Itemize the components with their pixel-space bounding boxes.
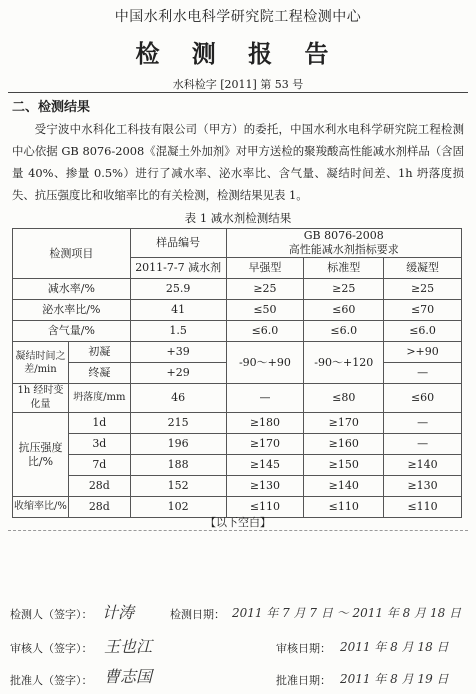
reviewer-label: 审核人（签字）： <box>10 642 93 655</box>
cell: ≥170 <box>226 434 304 455</box>
approver-label: 批准人（签字）： <box>10 674 93 687</box>
table-caption: 表 1 减水剂检测结果 <box>184 211 292 225</box>
cell: 196 <box>130 434 226 455</box>
results-table <box>12 228 462 518</box>
row-sublabel: 初凝 <box>68 342 130 363</box>
table-row <box>13 321 462 342</box>
table-row <box>13 413 462 434</box>
cell: ≥180 <box>226 413 304 434</box>
cell: ≤60 <box>304 300 384 321</box>
header-sample: 样品编号 <box>130 229 226 258</box>
cell: 215 <box>130 413 226 434</box>
blank-note: 【以下空白】 <box>205 516 271 529</box>
cell: 102 <box>130 497 226 518</box>
row-label: 收缩率比/% <box>13 497 69 518</box>
tester-label: 检测人（签字）： <box>10 608 93 621</box>
table-row <box>13 455 462 476</box>
cell: ≥170 <box>304 413 384 434</box>
cell: ≤50 <box>226 300 304 321</box>
report-title: 检 测 报 告 <box>135 39 341 68</box>
cell: +29 <box>130 363 226 384</box>
test-date: 2011 年 7 月 7 日 ～ 2011 年 8 月 18 日 <box>232 606 462 620</box>
reviewer-signature: 王也江 <box>104 637 153 656</box>
approve-date-label: 批准日期： <box>276 674 331 687</box>
header-standard-type: 标准型 <box>304 258 384 279</box>
header-standard <box>226 229 461 258</box>
doc-number: 水科检字 [2011] 第 53 号 <box>172 78 304 91</box>
cell: 25.9 <box>130 279 226 300</box>
cell: ≥25 <box>226 279 304 300</box>
cell: ≤60 <box>384 384 462 413</box>
cell: 41 <box>130 300 226 321</box>
review-date: 2011 年 8 月 18 日 <box>340 640 449 654</box>
cell: 46 <box>130 384 226 413</box>
cell: ≥25 <box>304 279 384 300</box>
header-standard-desc: 高性能减水剂指标要求 <box>288 243 399 256</box>
table-row <box>13 342 462 363</box>
row-sublabel: 7d <box>68 455 130 476</box>
row-label: 泌水率比/% <box>13 300 131 321</box>
test-date-label: 检测日期： <box>170 608 225 621</box>
table-row <box>13 300 462 321</box>
cell: ≤70 <box>384 300 462 321</box>
header-standard-code: GB 8076-2008 <box>303 229 384 242</box>
row-sublabel: 1d <box>68 413 130 434</box>
cell: ≥140 <box>304 476 384 497</box>
cell: ≥150 <box>304 455 384 476</box>
cell: ≤110 <box>384 497 462 518</box>
table-row <box>13 476 462 497</box>
cell: — <box>384 434 462 455</box>
cell: -90～+120 <box>304 342 384 384</box>
cell: ≤6.0 <box>304 321 384 342</box>
cell: — <box>384 363 462 384</box>
row-label: 1h 经时变化量 <box>13 384 69 413</box>
header-divider <box>8 92 468 93</box>
cell: ≥130 <box>384 476 462 497</box>
cell: ≥140 <box>384 455 462 476</box>
cell: ≤6.0 <box>384 321 462 342</box>
table-row <box>13 384 462 413</box>
cell: ≥130 <box>226 476 304 497</box>
section-heading: 二、检测结果 <box>12 100 91 115</box>
cell: ≤80 <box>304 384 384 413</box>
row-sublabel: 28d <box>68 497 130 518</box>
table-row <box>13 279 462 300</box>
cell: ≥145 <box>226 455 304 476</box>
cell: ≤110 <box>304 497 384 518</box>
cell: — <box>226 384 304 413</box>
header-slow: 缓凝型 <box>384 258 462 279</box>
approver-signature: 曹志国 <box>104 667 153 686</box>
cell: >+90 <box>384 342 462 363</box>
row-label: 减水率/% <box>13 279 131 300</box>
org-name: 中国水利水电科学研究院工程检测中心 <box>114 9 362 25</box>
row-label: 抗压强度比/% <box>13 413 69 497</box>
row-sublabel: 坍落度/mm <box>68 384 130 413</box>
row-label: 凝结时间之差/min <box>13 342 69 384</box>
review-date-label: 审核日期： <box>276 642 331 655</box>
row-label: 含气量/% <box>13 321 131 342</box>
cell: ≤6.0 <box>226 321 304 342</box>
header-sample-id: 2011-7-7 减水剂 <box>130 258 226 279</box>
approve-date: 2011 年 8 月 19 日 <box>340 672 449 686</box>
divider <box>8 530 468 531</box>
header-item: 检测项目 <box>13 229 131 279</box>
cell: -90～+90 <box>226 342 304 384</box>
table-row <box>13 434 462 455</box>
cell: ≥25 <box>384 279 462 300</box>
row-sublabel: 3d <box>68 434 130 455</box>
cell: 152 <box>130 476 226 497</box>
row-sublabel: 28d <box>68 476 130 497</box>
cell: 1.5 <box>130 321 226 342</box>
cell: — <box>384 413 462 434</box>
header-early: 早强型 <box>226 258 304 279</box>
cell: +39 <box>130 342 226 363</box>
cell: ≥160 <box>304 434 384 455</box>
cell: 188 <box>130 455 226 476</box>
body-paragraph: 受宁波中水科化工科技有限公司（甲方）的委托，中国水利水电科学研究院工程检测中心依据 GB 8076-2008《混凝土外加剂》对甲方送检的聚羧酸高性能减水剂样品（含固量 40%、掺量 0.5%）进行了减水率、泌水率比、含气量、凝结时间差、1h 坍落度损失、抗压强度比和收缩率比的有关检测，检测结果见表 1。 <box>12 122 464 202</box>
cell: ≤110 <box>226 497 304 518</box>
row-sublabel: 终凝 <box>68 363 130 384</box>
tester-signature: 计涛 <box>102 603 135 622</box>
